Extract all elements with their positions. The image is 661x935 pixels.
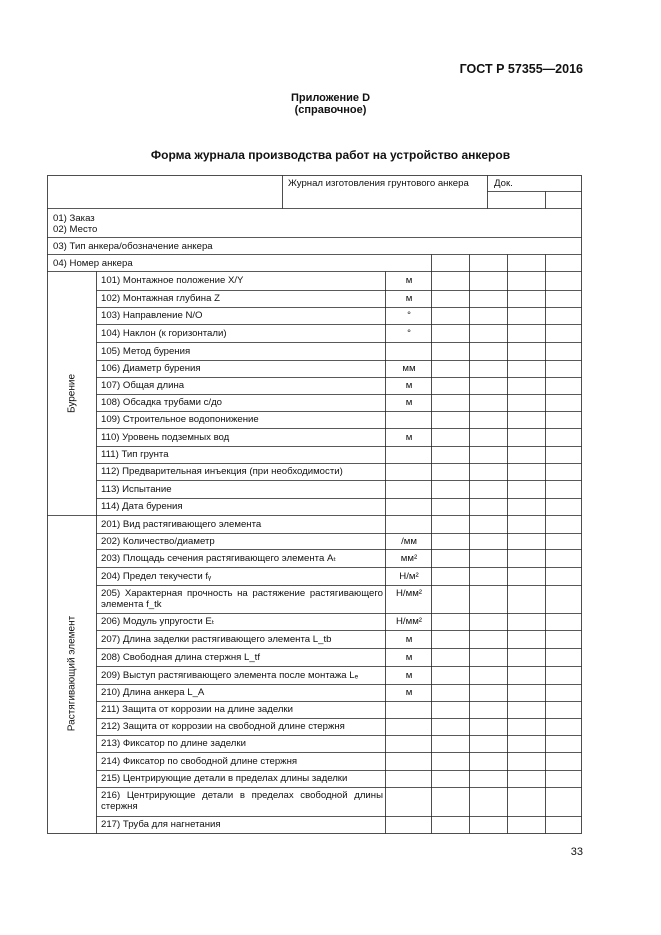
appendix-note: (справочное) bbox=[294, 104, 367, 116]
section-drilling: Бурение bbox=[66, 373, 78, 414]
drilling-row-label: 105) Метод бурения bbox=[101, 345, 191, 357]
tendon-row-unit: Н/м² bbox=[399, 570, 419, 582]
drilling-row-unit: м bbox=[405, 293, 413, 304]
tendon-row-label: 211) Защита от коррозии на длине заделки bbox=[101, 704, 293, 715]
tendon-row-label: 217) Труба для нагнетания bbox=[101, 819, 221, 830]
drilling-row-label: 103) Направление N/O bbox=[101, 310, 203, 321]
tendon-row-label: 214) Фиксатор по свободной длине стержня bbox=[101, 755, 298, 767]
tendon-row-unit: Н/мм² bbox=[396, 588, 422, 599]
drilling-row-unit: м bbox=[405, 431, 413, 443]
drilling-row-label: 104) Наклон (к горизонтали) bbox=[101, 327, 227, 339]
tendon-row-unit: м bbox=[405, 669, 413, 681]
tendon-row-label: 202) Количество/диаметр bbox=[101, 535, 215, 547]
drilling-row-unit: м bbox=[405, 275, 413, 286]
tendon-row-label: 213) Фиксатор по длине заделки bbox=[101, 738, 246, 749]
drilling-row-unit: ° bbox=[407, 327, 411, 339]
tendon-row-label: 206) Модуль упругости Eₜ bbox=[101, 616, 215, 627]
drilling-row-unit: ° bbox=[407, 310, 411, 321]
doc-cell: Док. bbox=[494, 178, 513, 189]
standard-number: ГОСТ Р 57355—2016 bbox=[459, 62, 583, 76]
drilling-row-label: 106) Диаметр бурения bbox=[101, 363, 201, 374]
drilling-row-unit: м bbox=[405, 380, 413, 391]
order-field: 01) Заказ bbox=[53, 213, 95, 224]
appendix-title: Приложение D bbox=[290, 92, 371, 104]
tendon-row-unit: м bbox=[405, 687, 413, 698]
anchor-type-field: 03) Тип анкера/обозначение анкера bbox=[53, 241, 213, 252]
drilling-row-label: 108) Обсадка трубами с/до bbox=[101, 397, 223, 408]
place-field: 02) Место bbox=[53, 224, 98, 235]
drilling-row-label: 107) Общая длина bbox=[101, 380, 185, 391]
drilling-row-unit: м bbox=[405, 397, 413, 408]
tendon-row-unit: /мм bbox=[401, 535, 417, 547]
tendon-row-unit: мм² bbox=[400, 552, 418, 564]
journal-title-cell: Журнал изготовления грунтового анкера bbox=[288, 178, 469, 189]
tendon-row-unit: Н/мм² bbox=[396, 616, 422, 627]
page-number: 33 bbox=[570, 846, 583, 858]
drilling-row-label: 112) Предварительная инъекция (при необходимости) bbox=[101, 466, 343, 477]
drilling-row-label: 110) Уровень подземных вод bbox=[101, 431, 230, 443]
drilling-row-label: 111) Тип грунта bbox=[101, 449, 169, 460]
section-tendon: Растягивающий элемент bbox=[66, 615, 78, 732]
tendon-row-label: 204) Предел текучести fᵧ bbox=[101, 570, 212, 582]
tendon-row-label: 212) Защита от коррозии на свободной длине стержня bbox=[101, 721, 345, 732]
drilling-row-label: 101) Монтажное положение X/Y bbox=[101, 275, 244, 286]
tendon-row-label: 205) Характерная прочность на растяжение растягивающего элемента f_tk bbox=[101, 588, 383, 610]
tendon-row-label: 216) Центрирующие детали в пределах свободной длины стержня bbox=[101, 790, 383, 812]
tendon-row-label: 203) Площадь сечения растягивающего элемента Aₜ bbox=[101, 552, 337, 564]
tendon-row-label: 209) Выступ растягивающего элемента после монтажа Lₑ bbox=[101, 669, 359, 681]
tendon-row-label: 207) Длина заделки растягивающего элемента L_tb bbox=[101, 633, 332, 645]
tendon-row-label: 208) Свободная длина стержня L_tf bbox=[101, 651, 261, 663]
anchor-number-field: 04) Номер анкера bbox=[53, 258, 133, 269]
drilling-row-unit: мм bbox=[402, 363, 416, 374]
drilling-row-label: 102) Монтажная глубина Z bbox=[101, 293, 220, 304]
tendon-row-unit: м bbox=[405, 633, 413, 645]
drilling-row-label: 109) Строительное водопонижение bbox=[101, 414, 259, 425]
drilling-row-label: 114) Дата бурения bbox=[101, 501, 183, 512]
drilling-row-label: 113) Испытание bbox=[101, 483, 172, 495]
form-title: Форма журнала производства работ на устройство анкеров bbox=[150, 148, 511, 162]
tendon-row-label: 210) Длина анкера L_A bbox=[101, 687, 205, 698]
tendon-row-label: 201) Вид растягивающего элемента bbox=[101, 518, 262, 530]
tendon-row-label: 215) Центрирующие детали в пределах длины заделки bbox=[101, 773, 348, 784]
tendon-row-unit: м bbox=[405, 651, 413, 663]
